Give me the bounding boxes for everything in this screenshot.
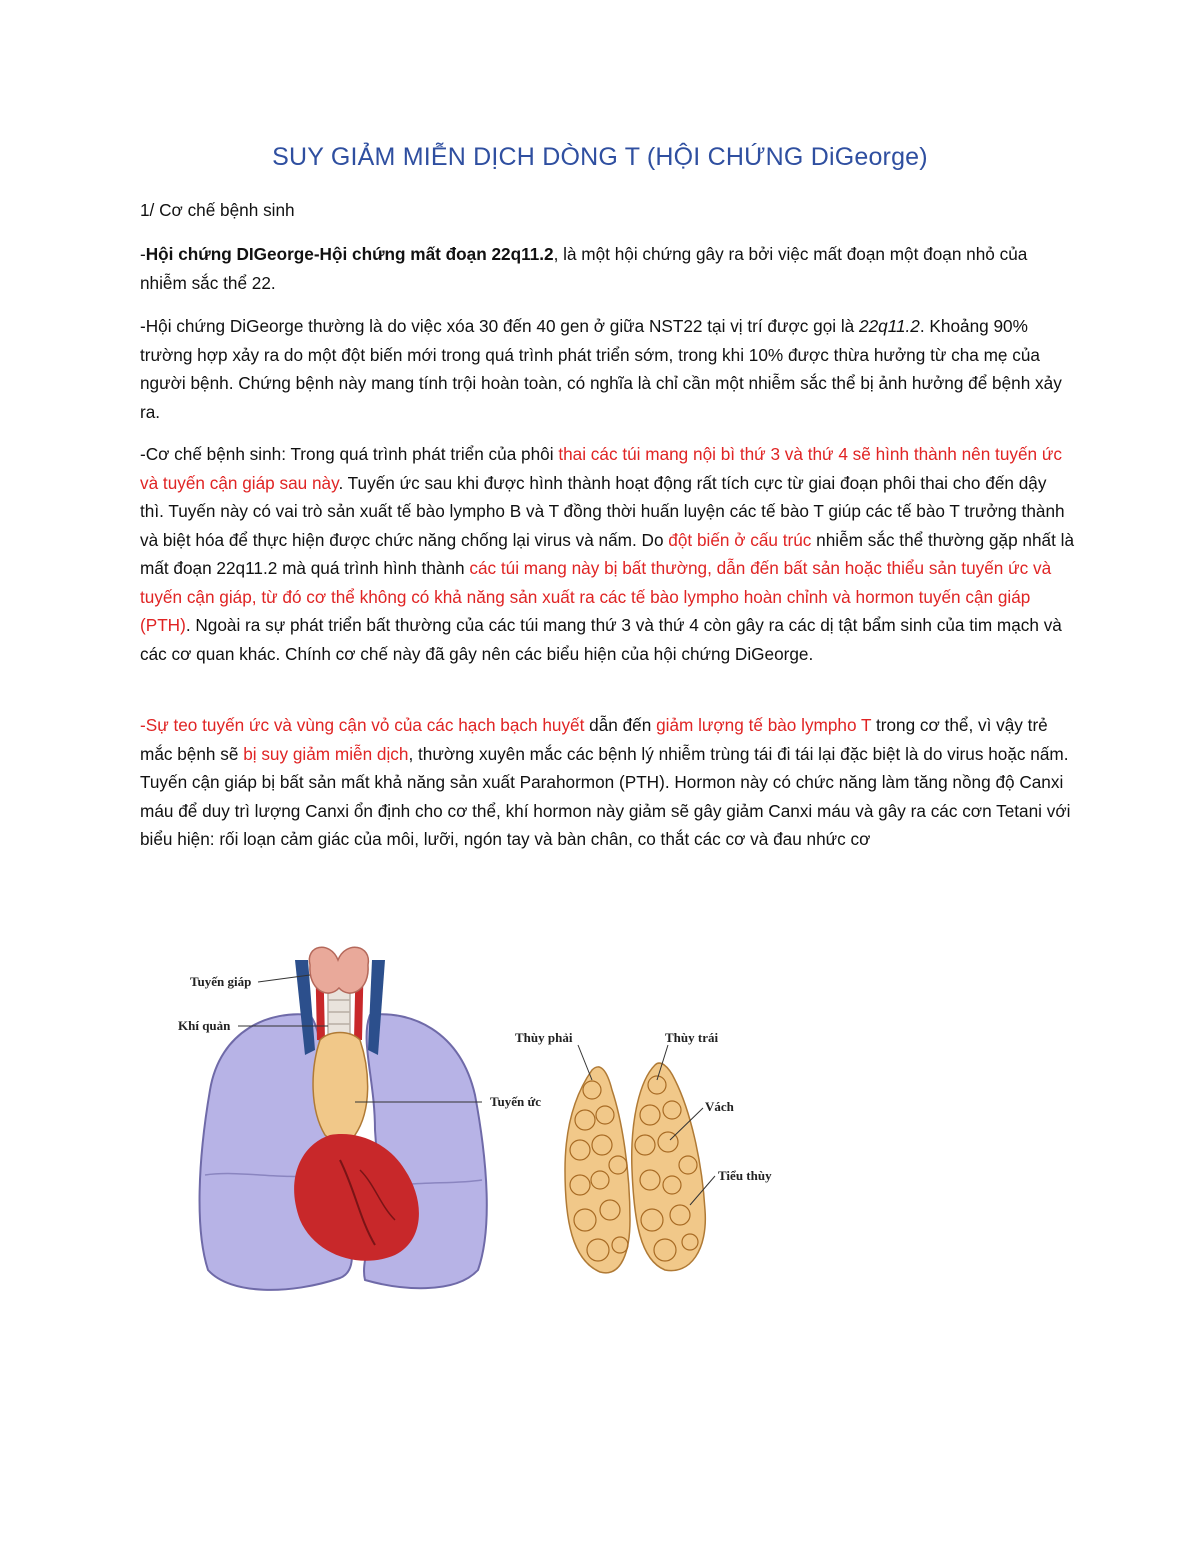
section-heading: 1/ Cơ chế bệnh sinh [140, 200, 295, 220]
thymus-lobes-illustration [515, 1030, 772, 1273]
highlight-red: -Sự teo tuyến ức và vùng cận vỏ của các hạch bạch huyết [140, 715, 585, 735]
text-run: -Cơ chế bệnh sinh: Trong quá trình phát triển của phôi [140, 444, 559, 464]
text-run: , là một hội chứng gây ra bởi việc mất đoạn một đoạn nhỏ của nhiễm sắc thể 22. [140, 244, 1028, 293]
text-run: . Ngoài ra sự phát triển bất thường của các túi mang thứ 3 và thứ 4 còn gây ra các dị tật bẩm sinh của tim mạch và các cơ quan khác. Chính cơ chế này đã gây nên các biểu hiện của hội chứng DiGeorge. [140, 615, 1062, 664]
leader-line [578, 1045, 592, 1080]
bold-term: Hội chứng DIGeorge-Hội chứng mất đoạn 22q11.2 [145, 244, 554, 264]
label-lobule: Tiểu thùy [718, 1168, 772, 1183]
text-run: nhiễm sắc thể thường gặp nhất là mất đoạn 22q11.2 mà quá trình hình thành [140, 529, 1075, 578]
highlight-red: đột biến ở cấu trúc [668, 529, 812, 550]
thyroid-shape [309, 947, 368, 993]
text-run: dẫn đến [584, 715, 657, 735]
dash: - [140, 244, 146, 264]
label-thyroid: Tuyến giáp [190, 974, 252, 989]
label-left-lobe: Thùy trái [665, 1030, 719, 1045]
highlight-red: bị suy giảm miễn dịch [243, 743, 409, 764]
paragraph-3 [140, 440, 1075, 668]
label-trachea: Khí quản [178, 1018, 231, 1033]
highlight-red: các túi mang này bị bất thường, dẫn đến bất sản hoặc thiểu sản tuyến ức và tuyến cận giáp, từ đó cơ thể không có khả năng sản xuất ra các tế bào lympho hoàn chỉnh và hormon tuyến cận giáp (PTH) [140, 558, 1052, 635]
label-septum: Vách [705, 1099, 734, 1114]
label-right-lobe: Thùy phải [515, 1030, 573, 1045]
text-run: , thường xuyên mắc các bệnh lý nhiễm trùng tái đi tái lại đặc biệt là do virus hoặc nấm. Tuyến cận giáp bị bất sản mất khả năng sản xuất Parahormon (PTH). Hormon này có chức năng làm tăng nồng độ Canxi máu để duy trì lượng Canxi ổn định cho cơ thể, khí hormon này giảm sẽ gây giảm Canxi máu và gây ra các cơn Tetani với biểu hiện: rối loạn cảm giác của môi, lưỡi, ngón tay và bàn chân, co thắt các cơ và đau nhức cơ [140, 743, 1071, 849]
text-run: . Khoảng 90% trường hợp xảy ra do một đột biến mới trong quá trình phát triển sớm, trong khi 10% được thừa hưởng từ cha mẹ của người bệnh. Chứng bệnh này mang tính trội hoàn toàn, có nghĩa là chỉ cần một nhiễm sắc thể bị ảnh hưởng để bệnh xảy ra. [140, 316, 1062, 422]
anatomy-figure [160, 930, 820, 1310]
highlight-red: thai các túi mang nội bì thứ 3 và thứ 4 sẽ hình thành nên tuyến ức và tuyến cận giáp sau này [140, 444, 1062, 493]
text-run: trong cơ thể, vì vậy trẻ mắc bệnh sẽ [140, 715, 1048, 764]
paragraph-2 [140, 312, 1075, 426]
paragraph-4 [140, 711, 1075, 854]
italic-term: 22q11.2 [859, 316, 920, 336]
highlight-red: giảm lượng tế bào lympho T [656, 715, 872, 735]
label-thymus: Tuyến ức [490, 1094, 542, 1109]
text-run: . Tuyến ức sau khi được hình thành hoạt động rất tích cực từ giai đoạn phôi thai cho đến dậy thì. Tuyến này có vai trò sản xuất tế bào lympho B và T đồng thời huấn luyện các tế bào T giúp các tế bào T trưởng thành và biệt hóa để thực hiện được chức năng chống lại virus và nấm. Do [140, 472, 1065, 550]
document-title: SUY GIẢM MIỄN DỊCH DÒNG T (HỘI CHỨNG DiGeorge) [272, 143, 928, 171]
paragraph-1 [140, 240, 1075, 297]
thorax-illustration [178, 947, 541, 1290]
text-run: -Hội chứng DiGeorge thường là do việc xóa 30 đến 40 gen ở giữa NST22 tại vị trí được gọi là [140, 316, 860, 336]
thymus-shape [313, 1033, 368, 1143]
